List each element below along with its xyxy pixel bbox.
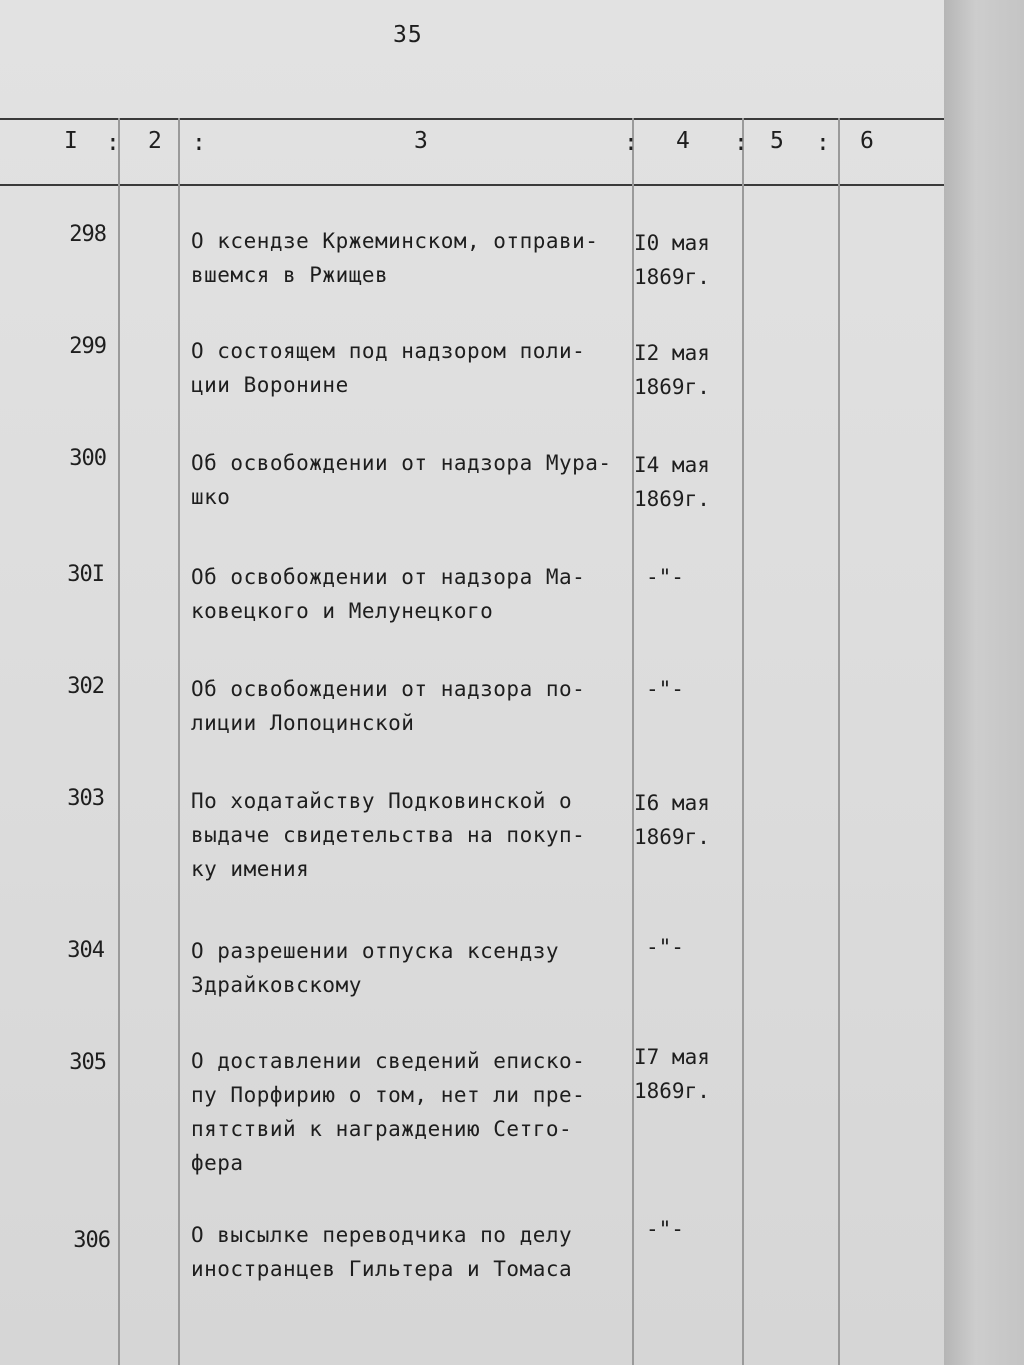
column-separator: : — [192, 130, 206, 156]
row-number: 305 — [69, 1050, 106, 1075]
row-title — [191, 934, 631, 1002]
row-title-line: ковецкого и Мелунецкого — [191, 599, 494, 623]
row-date — [646, 672, 684, 706]
row-title — [191, 560, 631, 628]
column-separator: : — [624, 130, 638, 156]
row-title-line: О ксендзе Кржеминском, отправи- — [191, 229, 599, 253]
row-number: 302 — [67, 674, 104, 699]
row-date-line: 1869г. — [634, 375, 710, 399]
row-number: 299 — [69, 334, 106, 359]
row-number: 298 — [69, 222, 106, 247]
row-date-line: 1869г. — [634, 1079, 710, 1103]
column-number-5: 5 — [770, 128, 784, 154]
row-title-line: пятствий к награждению Сетго- — [191, 1117, 573, 1141]
row-title-line: пу Порфирию о том, нет ли пре- — [191, 1083, 586, 1107]
row-date-line: I4 мая — [634, 453, 710, 477]
row-title — [191, 334, 631, 402]
column-divider — [838, 118, 840, 1365]
row-number: 306 — [73, 1228, 110, 1253]
row-date-line: I7 мая — [634, 1045, 710, 1069]
column-number-3: 3 — [414, 128, 428, 154]
row-date-line: I2 мая — [634, 341, 710, 365]
column-number-1: I — [64, 128, 78, 154]
row-date-line: -"- — [646, 677, 684, 701]
row-title-line: О доставлении сведений еписко- — [191, 1049, 586, 1073]
column-divider — [742, 118, 744, 1365]
row-date — [646, 1212, 684, 1246]
row-date — [634, 448, 710, 516]
row-date — [646, 560, 684, 594]
column-separator: : — [106, 130, 120, 156]
row-title-line: фера — [191, 1151, 244, 1175]
row-date-line: -"- — [646, 935, 684, 959]
row-title-line: О разрешении отпуска ксендзу — [191, 939, 560, 963]
row-title — [191, 1044, 631, 1180]
column-divider — [118, 118, 120, 1365]
row-number: 300 — [69, 446, 106, 471]
header-bottom-rule — [0, 184, 944, 186]
row-date-line: 1869г. — [634, 265, 710, 289]
row-title-line: вшемся в Ржищев — [191, 263, 389, 287]
row-title-line: ции Воронине — [191, 373, 349, 397]
row-date — [634, 1040, 710, 1108]
column-separator: : — [816, 130, 830, 156]
row-date-line: 1869г. — [634, 825, 710, 849]
row-date — [634, 786, 710, 854]
column-divider — [178, 118, 180, 1365]
row-title-line: О состоящем под надзором поли- — [191, 339, 586, 363]
row-title-line: ку имения — [191, 857, 310, 881]
row-date-line: 1869г. — [634, 487, 710, 511]
row-date — [634, 336, 710, 404]
row-title-line: Об освобождении от надзора по- — [191, 677, 586, 701]
row-date — [646, 930, 684, 964]
row-number: 303 — [67, 786, 104, 811]
row-number: 304 — [67, 938, 104, 963]
column-number-4: 4 — [676, 128, 690, 154]
column-number-6: 6 — [860, 128, 874, 154]
row-date-line: -"- — [646, 565, 684, 589]
row-title — [191, 1218, 631, 1286]
row-title-line: шко — [191, 485, 231, 509]
column-divider — [632, 118, 634, 1365]
row-date-line: I0 мая — [634, 231, 710, 255]
row-title-line: О высылке переводчика по делу — [191, 1223, 573, 1247]
row-title-line: иностранцев Гильтера и Томаса — [191, 1257, 573, 1281]
row-date-line: -"- — [646, 1217, 684, 1241]
row-date-line: I6 мая — [634, 791, 710, 815]
page-number: 35 — [393, 22, 423, 48]
row-date — [634, 226, 710, 294]
page-edge — [944, 0, 1024, 1365]
row-title — [191, 672, 631, 740]
row-number: 30I — [67, 562, 104, 587]
row-title — [191, 224, 631, 292]
column-number-2: 2 — [148, 128, 162, 154]
row-title — [191, 446, 631, 514]
row-title-line: По ходатайству Подковинской о — [191, 789, 573, 813]
header-top-rule — [0, 118, 944, 120]
row-title-line: Об освобождении от надзора Мура- — [191, 451, 612, 475]
row-title-line: выдаче свидетельства на покуп- — [191, 823, 586, 847]
row-title-line: Об освобождении от надзора Ма- — [191, 565, 586, 589]
column-separator: : — [734, 130, 748, 156]
row-title-line: лиции Лопоцинской — [191, 711, 415, 735]
row-title-line: Здрайковскому — [191, 973, 362, 997]
row-title — [191, 784, 631, 886]
